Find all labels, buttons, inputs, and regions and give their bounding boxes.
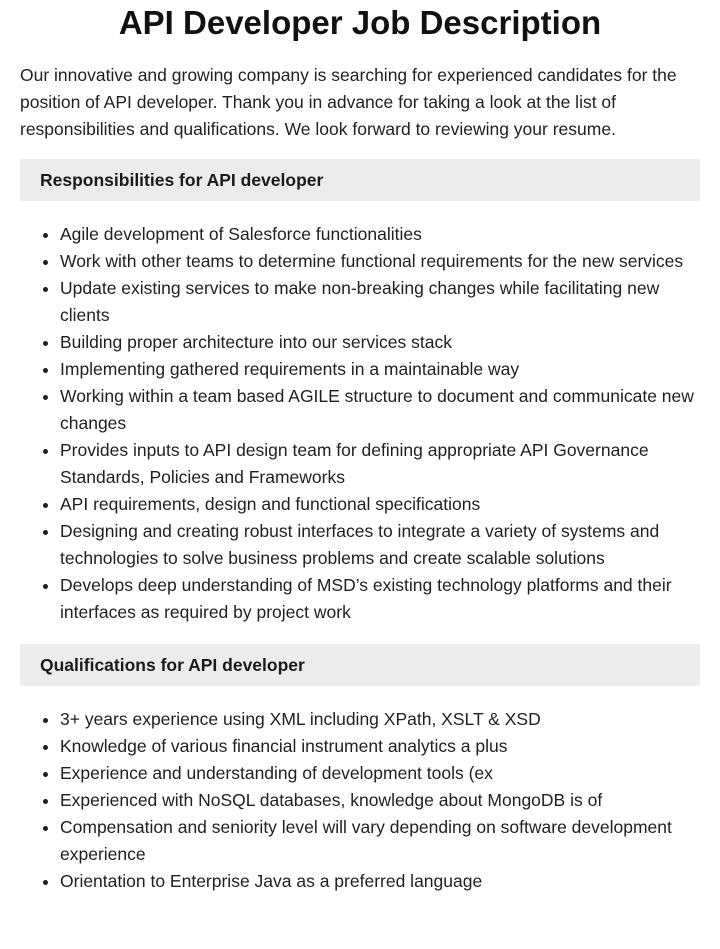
list-item: • Work with other teams to determine functional requirements for the new services bbox=[60, 248, 700, 275]
list-item: • Implementing gathered requirements in a maintainable way bbox=[60, 356, 700, 383]
page-title: API Developer Job Description bbox=[118, 4, 602, 41]
list-item: • Knowledge of various financial instrument analytics a plus bbox=[60, 733, 700, 760]
qualifications-heading: Qualifications for API developer bbox=[20, 644, 700, 686]
responsibilities-list bbox=[20, 221, 700, 626]
list-item: • Update existing services to make non-breaking changes while facilitating new clients bbox=[60, 275, 700, 329]
list-item: • Designing and creating robust interfaces to integrate a variety of systems and technologies to solve business problems and create scalable solutions bbox=[60, 518, 700, 572]
list-item: • Agile development of Salesforce functionalities bbox=[60, 221, 700, 248]
list-item: • API requirements, design and functional specifications bbox=[60, 491, 700, 518]
intro-paragraph: Our innovative and growing company is searching for experienced candidates for the position of API developer. Thank you in advance for taking a look at the list of responsibilities and qualifications. We look forward to reviewing your resume. bbox=[20, 65, 677, 139]
list-item: • Orientation to Enterprise Java as a preferred language bbox=[60, 868, 700, 895]
list-item: • Experienced with NoSQL databases, knowledge about MongoDB is of bbox=[60, 787, 700, 814]
list-item: • Develops deep understanding of MSD’s existing technology platforms and their interfaces as required by project work bbox=[60, 572, 700, 626]
list-item: • Working within a team based AGILE structure to document and communicate new changes bbox=[60, 383, 700, 437]
list-item: • 3+ years experience using XML including XPath, XSLT & XSD bbox=[60, 706, 700, 733]
qualifications-list bbox=[20, 706, 700, 895]
list-item: • Experience and understanding of development tools (ex bbox=[60, 760, 700, 787]
responsibilities-heading: Responsibilities for API developer bbox=[20, 159, 700, 201]
list-item: • Building proper architecture into our services stack bbox=[60, 329, 700, 356]
list-item: • Compensation and seniority level will vary depending on software development experience bbox=[60, 814, 700, 868]
list-item: • Provides inputs to API design team for defining appropriate API Governance Standards, Policies and Frameworks bbox=[60, 437, 700, 491]
